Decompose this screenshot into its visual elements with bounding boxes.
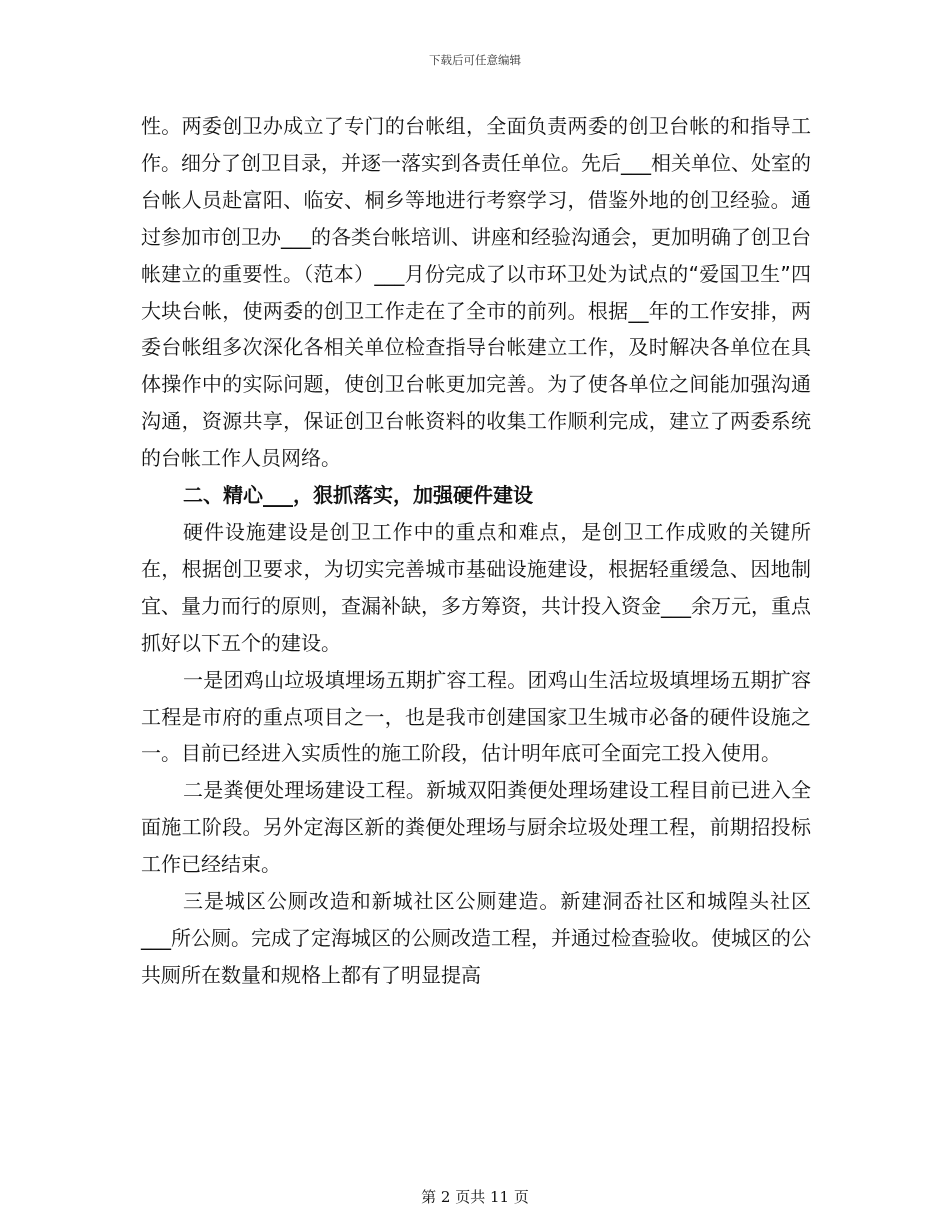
paragraph: 二是粪便处理场建设工程。新城双阳粪便处理场建设工程目前已进入全面施工阶段。另外定海区新的粪便处理场与厨余垃圾处理工程，前期招投标工作已经结束。 [141, 778, 811, 877]
paragraph: 硬件设施建设是创卫工作中的重点和难点，是创卫工作成败的关键所在，根据创卫要求，为切实完善城市基础设施建设，根据轻重缓急、因地制宜、量力而行的原则，查漏补缺，多方筹资，共计投入资金___余万元，重点抓好以下五个的建设。 [141, 519, 811, 655]
document-body [141, 108, 811, 994]
paragraph: 三是城区公厕改造和新城社区公厕建造。新建洞岙社区和城隍头社区___所公厕。完成了定海城区的公厕改造工程，并通过检查验收。使城区的公共厕所在数量和规格上都有了明显提高 [141, 889, 811, 987]
page-footer: 第 2 页共 11 页 [421, 1188, 529, 1206]
paragraph-continuation: 性。两委创卫办成立了专门的台帐组，全面负责两委的创卫台帐的和指导工作。细分了创卫目录，并逐一落实到各责任单位。先后___相关单位、处室的台帐人员赴富阳、临安、桐乡等地进行考察学习，借鉴外地的创卫经验。通过参加市创卫办___的各类台帐培训、讲座和经验沟通会，更加明确了创卫台帐建立的重要性。（范本）___月份完成了以市环卫处为试点的“爱国卫生”四大块台帐，使两委的创卫工作走在了全市的前列。根据__年的工作安排，两委台帐组多次深化各相关单位检查指导台帐建立工作，及时解决各单位在具体操作中的实际问题，使创卫台帐更加完善。为了使各单位之间能加强沟通沟通，资源共享，保证创卫台帐资料的收集工作顺利完成，建立了两委系统的台帐工作人员网络。 [141, 114, 811, 471]
section-heading: 二、精心___，狠抓落实，加强硬件建设 [183, 483, 533, 508]
paragraph: 一是团鸡山垃圾填埋场五期扩容工程。团鸡山生活垃圾填埋场五期扩容工程是市府的重点项目之一，也是我市创建国家卫生城市必备的硬件设施之一。目前已经进入实质性的施工阶段，估计明年底可全面完工投入使用。 [141, 667, 811, 766]
page-header: 下载后可任意编辑 [429, 53, 521, 67]
